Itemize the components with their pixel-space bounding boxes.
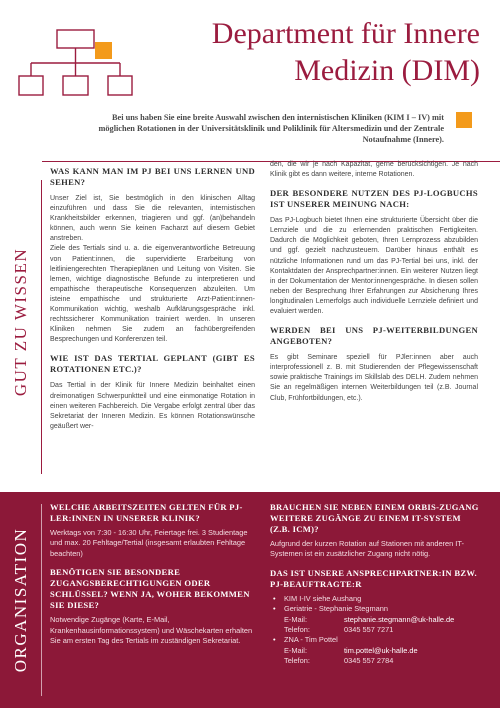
contact-list — [270, 594, 482, 667]
org-chart-logo — [18, 28, 133, 106]
phone-number: 0345 557 2784 — [344, 656, 394, 666]
side-tab-gut-zu-wissen — [0, 160, 42, 484]
contact-line: KIM I-IV siehe Aushang — [284, 593, 362, 603]
question-heading: WAS KANN MAN IM PJ BEI UNS LERNEN UND SEHEN? — [50, 166, 255, 187]
contact-phone-row — [284, 656, 482, 666]
paragraph: Das PJ-Logbuch bietet Ihnen eine strukturierte Übersicht über die Lernziele und die zu erlernenden praktischen Fertigkeiten. Dadurch die Möglichkeit geboten, Ihren Lernprozess abzubilden und ggf. gezielt nachzusteuern. Darüber hinaus enthält es nützliche Informationen rund um das PJ-Tertial bei uns, inkl. der Kontaktdaten der Ansprechpartner:innen. Ein weiterer Nutzen liegt in der Dokumentation der Mentor:innengespräche. In diesen sollen neben der Besprechung Ihrer Erfahrungen zur Absicherung Ihres longitudinalen Lernerfolgs auch individuelle Lernziele definiert und evaluiert werden. — [270, 217, 478, 316]
contact-name: • Geriatrie - Stephanie Stegmann — [284, 604, 388, 614]
paragraph: Ziele des Tertials sind u. a. die eigenverantwortliche Betreuung von Patient:innen, die supervidierte Erarbeitung von leitliniengerechten Therapieplänen und Leitung von Visiten. Sie lernen, wichtige diagnostische Befunde zu interpretieren und empathische therapeutische Konsequenzen abzuleiten. Um isteine empathische und strukturierte Arzt-Patient:innen-Kommunikation wichtig, weshalb Aufklärungsgespräche inkl. rechtssicherer Kommunikation trainiert werden. In unseren Kliniken nehmen Sie zudem an fachübergreifenden Besprechungen und Konferenzen teil. — [50, 245, 255, 344]
question-heading: WIE IST DAS TERTIAL GEPLANT (GIBT ES ROTATIONEN ETC.)? — [50, 353, 255, 375]
band-left-column — [50, 502, 258, 654]
email-label: E-Mail: — [284, 614, 307, 624]
contact-phone-row — [284, 625, 482, 635]
side-tab-organisation — [0, 492, 42, 708]
email-link[interactable]: stephanie.stegmann@uk-halle.de — [344, 614, 455, 624]
logo-box-mid — [63, 76, 88, 95]
question-heading: BENÖTIGEN SIE BESONDERE ZUGANGSBERECHTIGUNGEN ODER SCHLÜSSEL? WENN JA, WOHER BEKOMMEN SIE DIESE? — [50, 567, 250, 611]
email-link[interactable]: tim.pottel@uk-halle.de — [344, 645, 418, 655]
list-item — [270, 604, 482, 635]
question-heading: BRAUCHEN SIE NEBEN EINEM ORBIS-ZUGANG WEITERE ZUGÄNGE ZU EINEM IT-SYSTEM (Z.B. ICM)? — [270, 502, 479, 534]
logo-box-left — [19, 76, 43, 95]
paragraph: Unser Ziel ist, Sie bestmöglich in den klinischen Alltag einzuführen und dass Sie die relevanten, internistischen Krankheitsbilder erkennen, triagieren und ggf. (an)behandeln können, auch wenn Sie keinen Facharzt auf diesem Gebiet anstreben. — [50, 195, 255, 243]
contact-email-row — [284, 615, 482, 625]
band-right-column — [270, 502, 482, 667]
paragraph: Aufgrund der kurzen Rotation auf Stationen mit anderen IT-Systemen ist ein zusätzlicher Zugang nicht nötig. — [270, 539, 464, 559]
contact-name: • ZNA - Tim Pottel — [284, 635, 338, 645]
left-column — [50, 166, 255, 440]
intro-text: Bei uns haben Sie eine breite Auswahl zwischen den internistischen Kliniken (KIM I – IV) mit möglichen Rotationen in der Universitätsklinik und Poliklinik für Altersmedizin und der Zentrale Notaufnahme (Innere). — [98, 113, 444, 145]
contact-email-row — [284, 646, 482, 656]
paragraph: den, die wir je nach Kapazität, gerne berücksichtigen. Je nach Klinik gibt es dann weitere, interne Rotationen. — [270, 161, 478, 179]
question-heading: DAS IST UNSERE ANSPRECHPARTNER:IN BZW. PJ-BEAUFTRAGTE:R — [270, 567, 477, 589]
page-title: Department für Innere Medizin (DIM) — [211, 17, 480, 87]
phone-number: 0345 557 7271 — [344, 625, 394, 635]
list-item — [270, 594, 482, 604]
phone-label: Telefon: — [284, 625, 310, 635]
accent-square — [456, 112, 472, 128]
logo-box-right — [108, 76, 132, 95]
paragraph: Werktags von 7:30 - 16:30 Uhr, Feiertage frei. 3 Studientage und max. 20 Fehltage/Tertial (insgesamt erlaubten Fehltage beachten) — [50, 528, 248, 558]
right-column — [270, 160, 478, 412]
organisation-band — [0, 492, 500, 708]
logo-accent-square — [95, 42, 112, 59]
logo-box-top — [57, 30, 94, 48]
paragraph: Das Tertial in der Klinik für Innere Medizin beinhaltet einen dreimonatigen Schwerpunktteil und eine einmonatige Rotation in einen weiteren Fachbereich. Die Vergabe erfolgt zentral über das Sekretariat der Inneren Medizin. Es können Rotationswünsche geäußert wer- — [50, 382, 255, 430]
side-tab-label: ORGANISATION — [11, 527, 30, 673]
question-heading: DER BESONDERE NUTZEN DES PJ-LOGBUCHS IST UNSERER MEINUNG NACH: — [270, 188, 478, 210]
list-item — [270, 635, 482, 666]
phone-label: Telefon: — [284, 656, 310, 666]
paragraph: Notwendige Zugänge (Karte, E-Mail, Krankenhausinformationssystem) und Wäschekarten erhalten Sie am ersten Tag des Tertials im zuständigen Sekretariat. — [50, 615, 253, 646]
question-heading: WERDEN BEI UNS PJ-WEITERBILDUNGEN ANGEBOTEN? — [270, 325, 478, 347]
email-label: E-Mail: — [284, 645, 307, 655]
paragraph: Es gibt Seminare speziell für PJler:innen aber auch interprofessionell z. B. mit Studierenden der Pflegewissenschaft sowie praktische Trainings im Skillslab des DELH. Zudem nehmen Sie an regelmäßigen internen Weiterbildungen teil (z.B. Journal Club, Frühfortbildungen, etc.). — [270, 354, 478, 402]
question-heading: WELCHE ARBEITSZEITEN GELTEN FÜR PJ-LER:INNEN IN UNSERER KLINIK? — [50, 502, 243, 523]
side-tab-label: GUT ZU WISSEN — [11, 247, 30, 397]
